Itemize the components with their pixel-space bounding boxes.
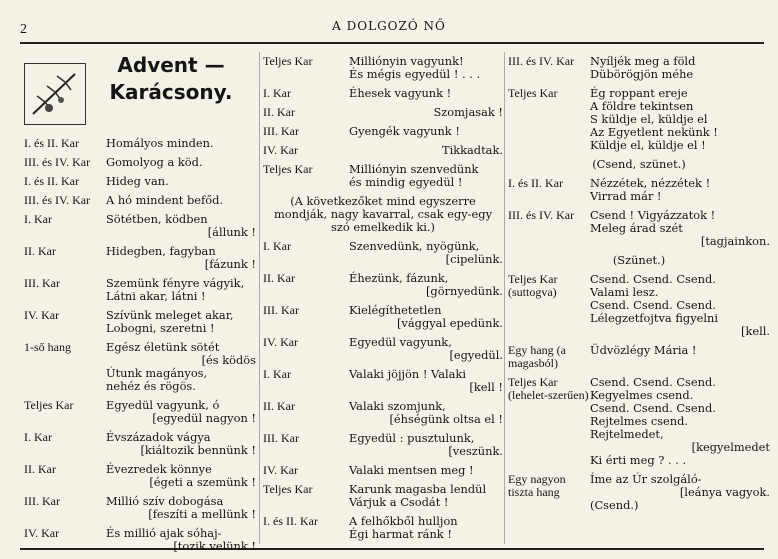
verse-text [349,87,503,100]
verse-text [106,399,256,425]
speaker-label: II. Kar [24,462,56,476]
verse-text [106,194,256,207]
verse-continuation: [és ködös [201,353,256,367]
verse-line: Útunk magányos, [106,366,208,380]
verse-line: Kielégíthetetlen [349,303,442,317]
verse-line: A felhőkből hulljon [349,514,458,528]
verse-continuation: [vággyal epedünk. [396,316,503,330]
verse-line: Csend ! Vigyázzatok ! [590,208,716,222]
speaker-label: I. és II. Kar [263,514,318,528]
verse-text [106,341,256,393]
verse-entry [24,213,256,239]
stage-direction: (A következőket mind egyszerre mondják, nagy kavarral, csak egy-egy szó emelkedik ki.) [273,194,493,234]
speaker-label: III. és IV. Kar [508,208,575,222]
verse-entry [24,527,256,553]
verse-line: És millió ajak sóhaj- [106,526,222,540]
verse-continuation: [egyedül nagyon ! [152,411,256,425]
verse-line: Egyedül : pusztulunk, [349,431,475,445]
verse-entry [24,194,256,207]
speaker-label: Teljes Kar [263,54,313,68]
speaker-label: IV. Kar [263,463,299,477]
verse-entry [263,163,503,189]
speaker-label: Teljes Kar (suttogva) [508,272,558,299]
verse-entry [24,277,256,303]
verse-text [349,106,503,119]
verse-line: Csend. Csend. Csend. [590,298,716,312]
running-header: A DOLGOZÓ NŐ [332,19,446,33]
verse-entry [24,245,256,271]
verse-continuation: [kell ! [469,380,503,394]
verse-line: Nézzétek, nézzétek ! [590,176,711,190]
verse-line: Millió szív dobogása [106,494,224,508]
verse-continuation: [görnyedünk. [425,284,503,298]
speaker-label: I. és II. Kar [24,174,79,188]
verse-line: Tikkadtak. [441,143,503,157]
verse-continuation: [állunk ! [207,225,256,239]
speaker-label: I. Kar [24,430,52,444]
verse-line: Lélegzetfojtva figyelni [590,311,719,325]
stage-direction: (Szünet.) [612,253,666,267]
verse-line: Küldje el, küldje el ! [590,138,706,152]
verse-continuation: [tagjainkon. [700,234,770,248]
verse-line: Karunk magasba lendül [349,482,487,496]
page-number: 2 [20,22,27,37]
speaker-label: IV. Kar [24,526,60,540]
speaker-label: Egy nagyon tiszta hang [508,472,566,499]
verse-entry [24,399,256,425]
verse-entry [508,273,770,338]
verse-entry [24,341,256,393]
verse-line: Meleg árad szét [590,221,683,235]
verse-text [590,273,770,338]
verse-line: Csend. Csend. Csend. [590,272,716,286]
verse-text [590,55,770,81]
column-divider [504,52,505,544]
verse-entry [263,368,503,394]
speaker-label: Teljes Kar [263,162,313,176]
verse-line: Üdvözlégy Mária ! [590,343,697,357]
verse-text [349,515,503,541]
verse-entry [263,400,503,426]
verse-text [590,376,770,467]
verse-line: Szemünk fényre vágyik, [106,276,245,290]
speaker-label: I. és II. Kar [24,136,79,150]
verse-line: Évezredek könnye [106,462,212,476]
verse-line: Rejtelmes csend. [590,414,689,428]
speaker-label: Teljes Kar (lehelet-szerűen) [508,375,589,402]
verse-line: Íme az Úr szolgáló- [590,472,702,486]
verse-text [349,464,503,477]
verse-entry [508,376,770,467]
verse-continuation: [feszíti a mellünk ! [148,507,256,521]
verse-text [106,213,256,239]
verse-line: Gomolyog a köd. [106,155,203,169]
verse-continuation: [fázunk ! [204,257,256,271]
verse-line: Rejtelmedet, [590,427,664,441]
verse-line: Valaki mentsen meg ! [349,463,474,477]
verse-line: és mindig egyedül ! [349,175,463,189]
column-2 [263,55,503,547]
verse-continuation: [éhségünk oltsa el ! [389,412,503,426]
verse-text [590,344,770,370]
verse-text [349,272,503,298]
speaker-label: I. Kar [263,239,291,253]
verse-text [590,209,770,248]
verse-line: Az Egyetlent nekünk ! [590,125,718,139]
verse-text [590,87,770,152]
speaker-label: IV. Kar [263,143,299,157]
verse-continuation: [veszünk. [448,444,503,458]
verse-entry [263,144,503,157]
verse-entry [508,473,770,512]
verse-text [349,432,503,458]
verse-entry [24,495,256,521]
verse-entry [508,209,770,248]
verse-entry [508,344,770,370]
verse-continuation: [cipelünk. [445,252,503,266]
speaker-label: III. és IV. Kar [24,193,91,207]
verse-text [106,137,256,150]
speaker-label: III. Kar [263,303,299,317]
verse-line: Valami lesz. [590,285,659,299]
verse-entry [508,55,770,81]
verse-text [106,156,256,169]
verse-line: (Csend.) [590,498,639,512]
verse-continuation: [leánya vagyok. [679,485,770,499]
verse-text [349,483,503,509]
verse-line: A hó mindent befőd. [106,193,224,207]
column-1 [24,55,256,559]
verse-continuation: [kegyelmedet [691,440,770,454]
speaker-label: IV. Kar [24,308,60,322]
speaker-label: 1-ső hang [24,340,71,354]
verse-line: Látni akar, látni ! [106,289,206,303]
speaker-label: III. Kar [24,494,60,508]
verse-line: Egyedül vagyunk, [349,335,452,349]
verse-line: Lobogni, szeretni ! [106,321,215,335]
title-line-1: Advent — [117,53,225,77]
verse-text [349,55,503,81]
verse-line: Sötétben, ködben [106,212,208,226]
speaker-label: III. és IV. Kar [24,155,91,169]
verse-entry [263,106,503,119]
verse-list [24,137,256,553]
verse-line: nehéz és rögös. [106,379,196,393]
verse-continuation: [kiáltozik bennünk ! [140,443,256,457]
pine-branch-icon [24,63,86,125]
speaker-label: Teljes Kar [508,86,558,100]
verse-line: Gyengék vagyunk ! [349,124,460,138]
verse-text [349,125,503,138]
verse-line: Nyíljék meg a föld [590,54,696,68]
verse-line: Szenvedünk, nyögünk, [349,239,480,253]
verse-line: Virrad már ! [590,189,662,203]
stage-direction: (Csend, szünet.) [592,157,686,171]
verse-entry [263,336,503,362]
verse-entry [263,125,503,138]
verse-line: Szomjasak ! [433,105,503,119]
column-3 [508,55,770,518]
verse-text [349,144,503,157]
verse-entry [263,432,503,458]
verse-line: Hidegben, fagyban [106,244,216,258]
speaker-label: Teljes Kar [263,482,313,496]
verse-line: Csend. Csend. Csend. [590,401,716,415]
speaker-label: I. Kar [263,86,291,100]
verse-text [349,163,503,189]
verse-entry [263,515,503,541]
verse-text [349,400,503,426]
verse-line: Kegyelmes csend. [590,388,694,402]
verse-text [106,495,256,521]
verse-entry [24,175,256,188]
verse-entry [24,463,256,489]
verse-text [349,336,503,362]
speaker-label: III. és IV. Kar [508,54,575,68]
verse-line: Valaki szomjunk, [349,399,446,413]
verse-line: Ki érti meg ? . . . [590,453,687,467]
verse-continuation: [égeti a szemünk ! [149,475,256,489]
verse-line: Hideg van. [106,174,169,188]
speaker-label: I. Kar [24,212,52,226]
title-block [24,55,256,131]
speaker-label: I. és II. Kar [508,176,563,190]
top-rule [20,42,764,44]
title-line-2: Karácsony. [109,80,233,104]
speaker-label: III. Kar [263,124,299,138]
verse-line: Évszázadok vágya [106,430,211,444]
verse-line: Szívünk meleget akar, [106,308,234,322]
verse-entry [508,177,770,203]
verse-text [590,177,770,203]
verse-continuation: [tozik velünk ! [173,539,256,553]
verse-line: Dübörögjön méhe [590,67,694,81]
verse-line: Egyedül vagyunk, ó [106,398,220,412]
verse-line: Ég roppant ereje [590,86,688,100]
verse-line: Csend. Csend. Csend. [590,375,716,389]
verse-line: Valaki jöjjön ! Valaki [349,367,466,381]
verse-line: Égi harmat ránk ! [349,527,452,541]
verse-entry [263,304,503,330]
speaker-label: II. Kar [263,271,295,285]
speaker-label: III. Kar [24,276,60,290]
verse-entry [263,272,503,298]
speaker-label: I. Kar [263,367,291,381]
speaker-label: II. Kar [263,399,295,413]
verse-entry [263,55,503,81]
verse-line: Egész életünk sötét [106,340,220,354]
verse-line: Éhezünk, fázunk, [349,271,449,285]
verse-text [349,240,503,266]
speaker-label: III. Kar [263,431,299,445]
verse-entry [263,240,503,266]
verse-text [106,463,256,489]
verse-line: A földre tekintsen [590,99,694,113]
verse-text [106,527,256,553]
verse-entry [24,431,256,457]
speaker-label: IV. Kar [263,335,299,349]
verse-text [106,175,256,188]
verse-line: Várjuk a Csodát ! [349,495,449,509]
verse-continuation: [kell. [741,324,770,338]
verse-entry [263,483,503,509]
verse-continuation: [egyedül. [449,348,503,362]
verse-text [349,304,503,330]
verse-line: S küldje el, küldje el [590,112,708,126]
speaker-label: II. Kar [263,105,295,119]
verse-line: Homályos minden. [106,136,214,150]
verse-text [106,431,256,457]
verse-line: Milliónyin szenvedünk [349,162,479,176]
verse-entry [263,87,503,100]
verse-entry [263,464,503,477]
verse-line: Milliónyin vagyunk! [349,54,464,68]
verse-entry [24,137,256,150]
verse-text [349,368,503,394]
verse-text [106,245,256,271]
verse-text [106,277,256,303]
verse-text [106,309,256,335]
verse-text [590,473,770,512]
speaker-label: Egy hang (a magasból) [508,343,566,370]
verse-line: És mégis egyedül ! . . . [349,67,481,81]
verse-entry [508,87,770,152]
verse-entry [24,156,256,169]
speaker-label: II. Kar [24,244,56,258]
verse-entry [24,309,256,335]
column-divider [259,52,260,544]
speaker-label: Teljes Kar [24,398,74,412]
verse-line: Éhesek vagyunk ! [349,86,452,100]
